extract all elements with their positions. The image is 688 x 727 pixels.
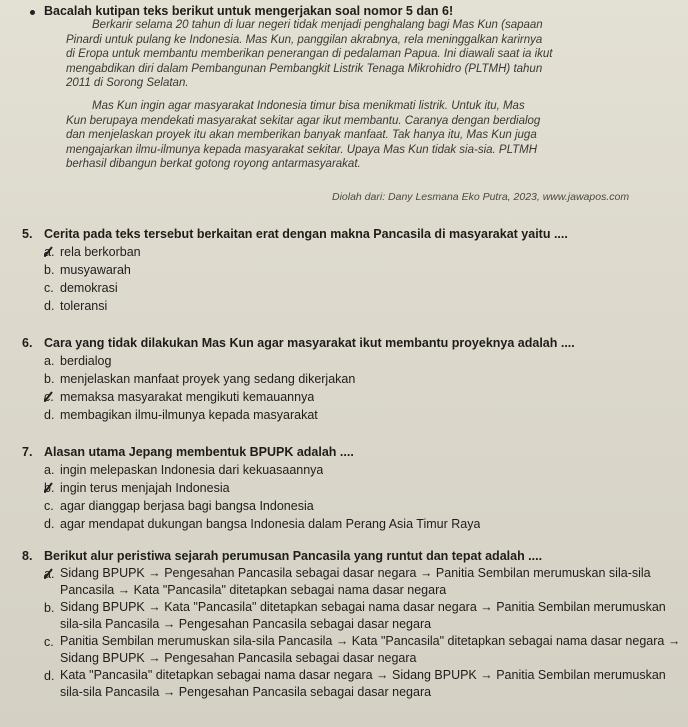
question-text: Cara yang tidak dilakukan Mas Kun agar masyarakat ikut membantu proyeknya adalah .... — [44, 336, 575, 350]
check-mark-icon — [44, 391, 53, 402]
bullet-icon — [30, 10, 35, 15]
option-letter: d. — [44, 299, 55, 313]
option-text: ingin melepaskan Indonesia dari kekuasaannya — [60, 463, 324, 477]
option-letter: b. — [44, 263, 55, 277]
option-letter: c. — [44, 390, 54, 404]
question-number: 5. — [22, 227, 33, 241]
option-letter: a. — [44, 567, 55, 581]
passage-line: berhasil dibangun berkat gotong royong antarmasyarakat. — [66, 158, 361, 171]
option-a[interactable] — [44, 461, 686, 479]
option-a[interactable] — [44, 352, 686, 370]
passage-paragraph-2 — [66, 99, 682, 172]
check-mark-icon — [44, 482, 53, 493]
option-letter: d. — [44, 517, 55, 531]
question-text: Berikut alur peristiwa sejarah perumusan Pancasila yang runtut dan tepat adalah .... — [44, 549, 543, 563]
question-text: Alasan utama Jepang membentuk BPUPK adalah .... — [44, 445, 354, 459]
option-a[interactable] — [44, 565, 686, 599]
option-text: memaksa masyarakat mengikuti kemauannya — [60, 390, 315, 404]
passage-line: mengabdikan diri dalam Pembangunan Pembangkit Listrik Tenaga Mikrohidro (PLTMH) tahun — [66, 62, 543, 75]
passage-line: Mas Kun ingin agar masyarakat Indonesia timur bisa menikmati listrik. Untuk itu, Mas — [92, 100, 525, 112]
option-letter: a. — [44, 354, 55, 368]
question-number: 8. — [22, 549, 33, 563]
passage-line: 2011 di Sorong Selatan. — [66, 77, 189, 90]
option-d[interactable] — [44, 297, 686, 315]
option-letter: a. — [44, 463, 55, 477]
option-letter: a. — [44, 245, 55, 259]
option-d[interactable] — [44, 515, 686, 533]
option-b[interactable] — [44, 599, 686, 633]
option-letter: b. — [44, 372, 55, 386]
option-b[interactable] — [44, 370, 686, 388]
option-a[interactable] — [44, 243, 686, 261]
option-c[interactable] — [44, 497, 686, 515]
check-mark-icon — [44, 246, 53, 257]
question-6 — [22, 335, 686, 424]
option-text: Sidang BPUPK → Kata "Pancasila" ditetapkan sebagai nama dasar negara → Panitia Sembilan merumuskan sila-sila Pancasila → Pengesahan Pancasila sebagai dasar negara — [60, 600, 666, 631]
passage-line: Pinardi untuk pulang ke Indonesia. Mas Kun, panggilan akrabnya, rela meninggalkan karirnya — [66, 33, 543, 46]
question-5 — [22, 226, 686, 315]
answer-options — [44, 352, 686, 424]
option-d[interactable] — [44, 667, 686, 701]
option-letter: c. — [44, 499, 54, 513]
option-letter: d. — [44, 669, 55, 683]
passage-line: Kun berupaya mendekati masyarakat sekitar agar ikut membantu. Caranya dengan berdialog — [66, 114, 541, 127]
answer-options — [44, 565, 686, 701]
option-b[interactable] — [44, 479, 686, 497]
option-text: menjelaskan manfaat proyek yang sedang dikerjakan — [60, 372, 356, 386]
option-letter: b. — [44, 481, 55, 495]
option-text: Kata "Pancasila" ditetapkan sebagai nama dasar negara → Sidang BPUPK → Panitia Sembilan merumuskan sila-sila Pancasila → Pengesahan Pancasila sebagai dasar negara — [60, 668, 666, 699]
option-letter: c. — [44, 281, 54, 295]
option-text: Panitia Sembilan merumuskan sila-sila Pancasila → Kata "Pancasila" ditetapkan sebagai nama dasar negara → Sidang BPUPK → Pengesahan Pancasila sebagai dasar negara — [60, 634, 681, 665]
passage-source: Diolah dari: Dany Lesmana Eko Putra, 2023, www.jawapos.com — [332, 191, 630, 203]
passage-paragraph-1 — [66, 18, 682, 91]
question-number: 7. — [22, 445, 33, 459]
question-7 — [22, 444, 686, 533]
passage-line: dan menjelaskan proyek itu akan memberikan banyak manfaat. Tak hanya itu, Mas Kun juga — [66, 129, 537, 142]
option-text: agar mendapat dukungan bangsa Indonesia dalam Perang Asia Timur Raya — [60, 517, 481, 531]
option-text: demokrasi — [60, 281, 118, 295]
question-number: 6. — [22, 336, 33, 350]
option-text: toleransi — [60, 299, 108, 313]
option-letter: b. — [44, 601, 55, 615]
option-text: membagikan ilmu-ilmunya kepada masyarakat — [60, 408, 318, 422]
option-letter: c. — [44, 635, 54, 649]
option-text: berdialog — [60, 354, 112, 368]
option-text: Sidang BPUPK → Pengesahan Pancasila sebagai dasar negara → Panitia Sembilan merumuskan sila-sila Pancasila → Kata "Pancasila" ditetapkan sebagai nama dasar negara — [60, 566, 651, 597]
answer-options — [44, 461, 686, 533]
option-c[interactable] — [44, 388, 686, 406]
option-text: musyawarah — [60, 263, 131, 277]
option-b[interactable] — [44, 261, 686, 279]
option-letter: d. — [44, 408, 55, 422]
check-mark-icon — [44, 568, 53, 579]
option-text: rela berkorban — [60, 245, 141, 259]
passage-instruction: Bacalah kutipan teks berikut untuk mengerjakan soal nomor 5 dan 6! — [44, 4, 454, 18]
question-text: Cerita pada teks tersebut berkaitan erat dengan makna Pancasila di masyarakat yaitu .... — [44, 227, 568, 241]
option-text: ingin terus menjajah Indonesia — [60, 481, 230, 495]
option-c[interactable] — [44, 633, 686, 667]
option-c[interactable] — [44, 279, 686, 297]
passage-line: Berkarir selama 20 tahun di luar negeri tidak menjadi penghalang bagi Mas Kun (sapaan — [92, 19, 543, 31]
answer-options — [44, 243, 686, 315]
option-text: agar dianggap berjasa bagi bangsa Indonesia — [60, 499, 314, 513]
option-d[interactable] — [44, 406, 686, 424]
passage-line: mengajarkan ilmu-ilmunya kepada masyarakat sekitar. Upaya Mas Kun tidak sia-sia. PLTMH — [66, 143, 538, 156]
question-8 — [22, 548, 686, 701]
passage-line: di Eropa untuk membantu memberikan penerangan di pedalaman Papua. Ini diawali saat ia ikut — [66, 48, 553, 61]
